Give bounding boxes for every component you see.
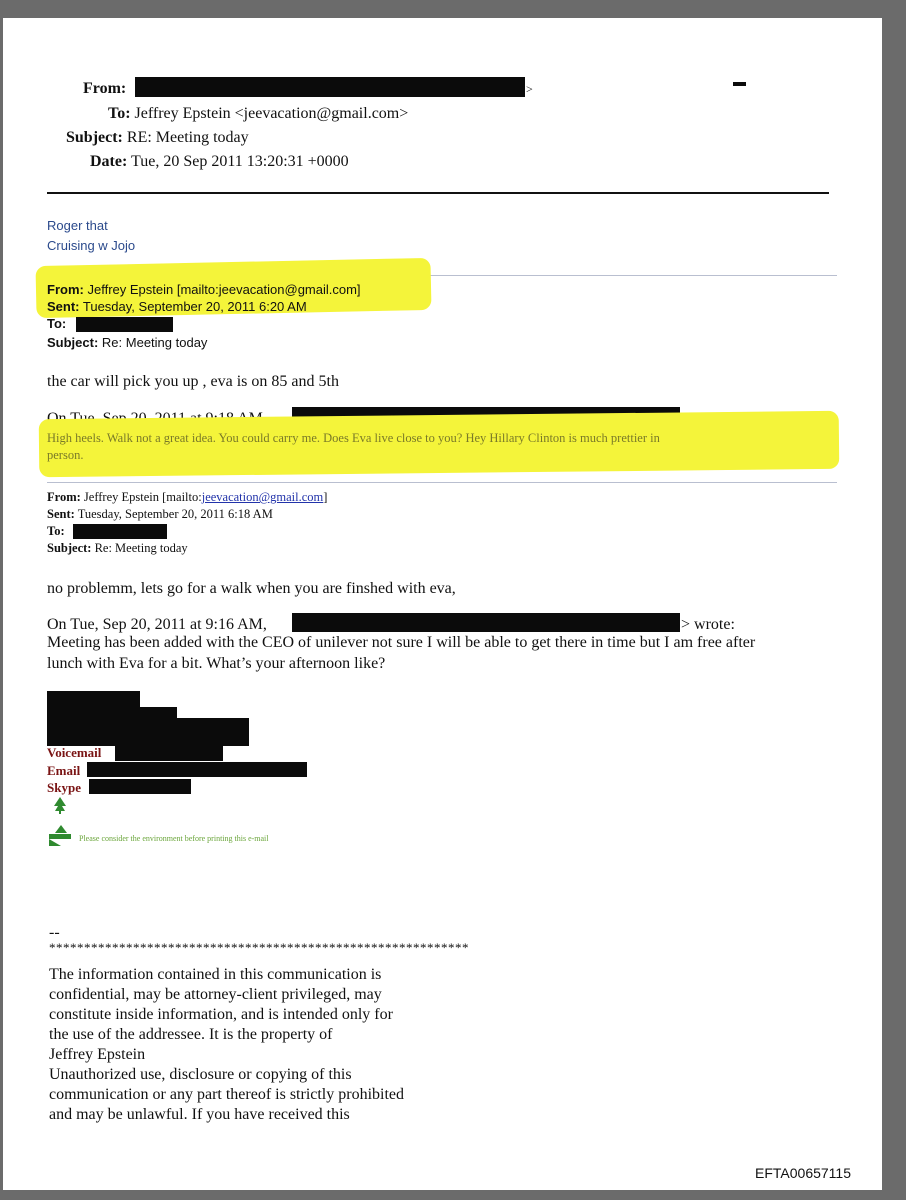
quote1-body: the car will pick you up , eva is on 85 and 5th [47,373,339,390]
footer-line: confidential, may be attorney-client privileged, may [49,986,382,1003]
quote2-from-prefix: Jeffrey Epstein [mailto: [83,490,202,504]
header-to-row [108,104,408,124]
quote2-sent-row [47,507,273,522]
header-from-suffix: > [526,82,533,96]
quote1-sent-value: Tuesday, September 20, 2011 6:20 AM [82,299,307,314]
quote1-quoted-line-1: High heels. Walk not a great idea. You could carry me. Does Eva live close to you? Hey Hillary Clinton is much prettier in [47,431,660,445]
header-subject-label: Subject: [66,129,123,146]
quote1-from-label: From: [47,282,84,297]
header-to-label: To: [108,105,131,122]
frame-edge-bottom [0,1190,906,1200]
footer-line: The information contained in this communication is [49,966,382,983]
redaction-box [87,762,307,777]
footer-line: communication or any part thereof is strictly prohibited [49,1086,405,1103]
quote1-subject-value: Re: Meeting today [101,335,208,350]
document-id: EFTA00657115 [755,1165,851,1181]
footer-line: Jeffrey Epstein [49,1046,146,1063]
redaction-box [292,613,680,632]
quote2-subject-value: Re: Meeting today [94,541,188,555]
quote2-subject-label: Subject: [47,541,92,555]
quote-divider [47,482,837,483]
footer-line: constitute inside information, and is intended only for [49,1006,393,1023]
quote2-to-label: To: [47,524,65,538]
quote2-to-row [47,524,65,539]
footer-line: and may be unlawful. If you have received this [49,1106,350,1123]
quote2-body: no problemm, lets go for a walk when you are finshed with eva, [47,580,456,597]
reply-line-2: Cruising w Jojo [47,238,136,253]
redaction-box [73,524,167,539]
email-printout-page [3,18,882,1190]
footer-stars: ************************************************************ [49,940,469,955]
quote2-quoted-line-1: Meeting has been added with the CEO of unilever not sure I will be able to get there in time but I am free after [47,634,756,651]
header-date-row [90,152,349,172]
quote2-subject-row [47,541,188,556]
redaction-box [47,718,249,746]
footer-line: the use of the addressee. It is the property of [49,1026,333,1043]
header-from-label: From: [83,80,127,97]
header-to-value: Jeffrey Epstein <jeevacation@gmail.com> [134,105,409,122]
redaction-box [135,77,525,97]
header-subject-value: RE: Meeting today [126,129,249,146]
quote1-subject-row [47,335,207,350]
redaction-mark [733,82,746,86]
header-date-value: Tue, 20 Sep 2011 13:20:31 +0000 [131,153,349,170]
signature-email-label: Email [47,763,81,778]
quote2-on-line: On Tue, Sep 20, 2011 at 9:16 AM, [47,616,267,633]
header-from-row [83,79,126,99]
signature-skype-label: Skype [47,780,81,795]
quote2-from-label: From: [47,490,81,504]
quote2-from-suffix: ] [323,490,328,504]
signature-voicemail-label: Voicemail [47,745,102,760]
redaction-box [76,317,173,332]
frame-edge-top [0,0,906,18]
tree-icon [52,796,68,819]
frame-edge-right [882,0,906,1200]
header-subject-row [66,128,249,148]
environment-notice: Please consider the environment before printing this e-mail [79,834,269,843]
footer-dashes: -- [49,924,60,941]
quote1-subject-label: Subject: [47,335,99,350]
reply-line-1: Roger that [47,218,108,233]
quote1-from-value: Jeffrey Epstein [mailto:jeevacation@gmail.com] [87,282,361,297]
footer-line: Unauthorized use, disclosure or copying of this [49,1066,352,1083]
redaction-box [115,744,223,761]
quote1-to-row [47,316,66,331]
header-divider [47,192,829,194]
quote2-from-row [47,490,327,505]
header-date-label: Date: [90,153,128,170]
quote2-quoted-line-2: lunch with Eva for a bit. What’s your afternoon like? [47,655,386,672]
redaction-box [89,779,191,794]
quote2-email-link[interactable]: jeevacation@gmail.com [201,490,324,504]
quote2-sent-label: Sent: [47,507,75,521]
quote1-sent-label: Sent: [47,299,80,314]
quote2-wrote: > wrote: [681,616,735,633]
quote1-sent-row [47,299,307,314]
quote2-sent-value: Tuesday, September 20, 2011 6:18 AM [77,507,273,521]
quote1-from-row [47,282,361,297]
quote1-quoted-line-2: person. [47,448,84,462]
quote1-to-label: To: [47,316,67,331]
recycle-hand-icon [47,824,75,851]
